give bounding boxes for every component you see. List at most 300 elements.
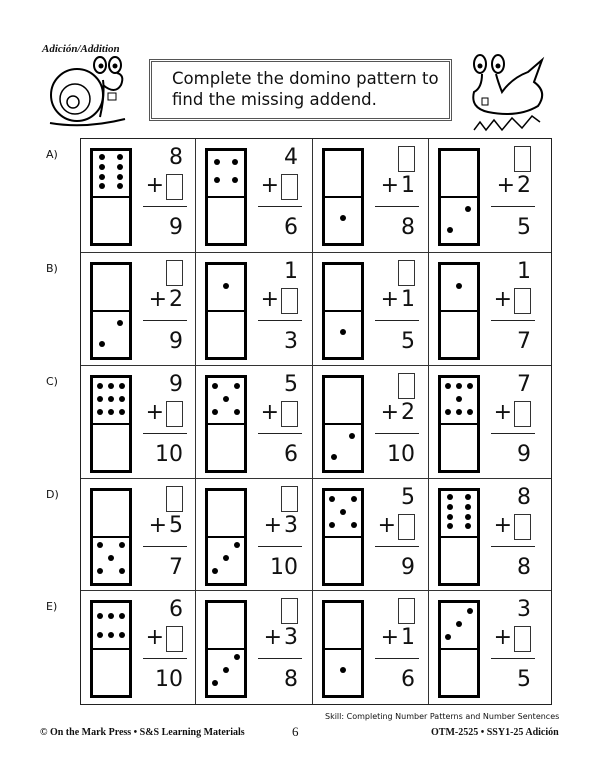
problem-cell [81,479,196,591]
addition-problem [373,259,421,359]
domino-pip [214,159,220,165]
domino-pip [99,174,105,180]
sum-line [258,433,302,434]
copyright-text: © On the Mark Press • S&S Learning Materials [40,727,245,738]
domino [322,488,364,586]
first-addend: 7 [517,372,531,397]
domino-pip [447,494,453,500]
domino-divider [208,310,244,312]
first-addend [398,372,415,399]
problem-cell [313,366,429,479]
domino-pip [351,522,357,528]
sum-value: 6 [284,215,298,240]
domino-pip [108,383,114,389]
addend-value: 1 [401,625,415,650]
answer-box[interactable] [281,401,298,427]
sum-line [258,658,302,659]
problem-cell [429,366,551,479]
sum-value: 10 [155,442,183,467]
topic-label: Adición/Addition [42,43,120,55]
domino-pip [234,409,240,415]
first-addend [166,485,183,512]
addition-problem [373,485,421,585]
domino [438,262,480,360]
domino-pip [97,396,103,402]
second-addend [381,400,415,425]
plus-sign: + [145,173,164,198]
domino-pip [119,383,125,389]
addition-problem [256,372,304,472]
plus-sign: + [496,173,515,198]
domino [90,600,132,698]
addend-value: 1 [401,173,415,198]
first-addend: 1 [517,259,531,284]
domino-pip [465,504,471,510]
problem-cell [429,479,551,591]
domino-pip [99,164,105,170]
problem-cell [429,253,551,366]
addition-problem [489,485,537,585]
domino-divider [208,196,244,198]
addition-problem [256,145,304,245]
answer-box[interactable] [514,626,531,652]
domino-pip [212,409,218,415]
problem-cell [81,366,196,479]
domino-pip [465,494,471,500]
first-addend: 5 [401,485,415,510]
domino-pip [340,215,346,221]
sum-line [491,433,535,434]
sum-value: 5 [401,329,415,354]
sum-value: 6 [401,667,415,692]
problem-cell [196,366,313,479]
domino-pip [108,613,114,619]
second-addend [494,400,531,427]
domino-pip [456,409,462,415]
plus-sign: + [260,173,279,198]
domino [90,488,132,586]
domino [205,148,247,246]
addition-problem [256,597,304,697]
second-addend [378,513,415,540]
sum-value: 10 [387,442,415,467]
second-addend [149,287,183,312]
second-addend [261,287,298,314]
domino-pip [467,409,473,415]
first-addend [398,145,415,172]
addend-value: 3 [284,513,298,538]
answer-box[interactable] [166,401,183,427]
domino-pip [119,613,125,619]
sum-value: 8 [284,667,298,692]
domino [322,600,364,698]
domino-divider [93,196,129,198]
plus-sign: + [380,173,399,198]
first-addend: 8 [517,485,531,510]
domino-pip [445,383,451,389]
second-addend [381,625,415,650]
domino-pip [445,634,451,640]
problem-cell [313,139,429,253]
domino-divider [441,648,477,650]
first-addend: 3 [517,597,531,622]
second-addend [264,625,298,650]
addend-value: 2 [169,287,183,312]
domino-pip [212,383,218,389]
second-addend [494,625,531,652]
domino-pip [445,409,451,415]
plus-sign: + [148,513,167,538]
addend-value: 1 [401,287,415,312]
sum-value: 5 [517,215,531,240]
first-addend [166,259,183,286]
domino-pip [214,177,220,183]
sum-value: 6 [284,442,298,467]
second-addend [146,625,183,652]
addition-problem [373,597,421,697]
plus-sign: + [260,287,279,312]
addition-problem [141,259,189,359]
domino-divider [93,310,129,312]
plus-sign: + [493,513,512,538]
sum-line [491,546,535,547]
sum-line [143,546,187,547]
first-addend: 5 [284,372,298,397]
domino [205,488,247,586]
problem-cell [313,479,429,591]
addition-problem [489,145,537,245]
addend-value: 3 [284,625,298,650]
sum-line [375,546,419,547]
sum-line [491,206,535,207]
domino [438,148,480,246]
domino [90,148,132,246]
sum-value: 7 [517,329,531,354]
sum-line [143,320,187,321]
skill-text: Skill: Completing Number Patterns and Number Sentences [325,712,560,721]
problem-cell [81,253,196,366]
domino-pip [234,654,240,660]
answer-box[interactable] [166,486,183,512]
domino-pip [119,396,125,402]
sum-line [143,433,187,434]
problem-cell [196,253,313,366]
answer-box[interactable] [166,626,183,652]
first-addend [514,145,531,172]
domino-pip [447,504,453,510]
domino-pip [465,523,471,529]
domino-pip [99,154,105,160]
domino-pip [97,409,103,415]
domino-pip [329,522,335,528]
sum-line [491,658,535,659]
domino [322,375,364,473]
domino-pip [340,509,346,515]
sum-value: 5 [517,667,531,692]
domino-pip [212,680,218,686]
second-addend [149,513,183,538]
domino-pip [234,542,240,548]
problem-cell [196,139,313,253]
answer-box[interactable] [514,401,531,427]
domino-divider [93,536,129,538]
addition-problem [489,372,537,472]
domino-pip [447,514,453,520]
domino-pip [465,206,471,212]
domino-pip [119,542,125,548]
domino-divider [208,648,244,650]
domino-pip [97,632,103,638]
problem-grid [80,138,552,705]
first-addend: 1 [284,259,298,284]
addition-problem [489,259,537,359]
problem-cell [196,591,313,704]
domino-pip [467,383,473,389]
domino [205,262,247,360]
problem-cell [429,591,551,704]
plus-sign: + [493,625,512,650]
domino-pip [97,568,103,574]
sum-value: 8 [517,555,531,580]
domino-divider [208,536,244,538]
plus-sign: + [145,400,164,425]
answer-box[interactable] [398,514,415,540]
domino-pip [232,177,238,183]
answer-box[interactable] [281,174,298,200]
plus-sign: + [380,400,399,425]
addition-problem [141,485,189,585]
domino-pip [223,667,229,673]
domino-pip [117,174,123,180]
domino-pip [117,320,123,326]
domino-pip [117,154,123,160]
problem-cell [81,139,196,253]
first-addend: 8 [169,145,183,170]
row-label: A) [46,148,58,161]
plus-sign: + [145,625,164,650]
problem-cell [313,591,429,704]
domino-pip [117,164,123,170]
domino-pip [99,341,105,347]
domino-pip [97,542,103,548]
sum-line [258,206,302,207]
plus-sign: + [263,513,282,538]
plus-sign: + [493,400,512,425]
sum-value: 9 [169,215,183,240]
answer-box[interactable] [398,598,415,624]
sum-line [258,320,302,321]
instruction-box: Complete the domino pattern to find the missing addend. [149,59,452,121]
domino-pip [223,283,229,289]
domino-divider [325,648,361,650]
sum-line [375,433,419,434]
domino-pip [340,667,346,673]
answer-box[interactable] [166,260,183,286]
answer-box[interactable] [281,598,298,624]
plus-sign: + [148,287,167,312]
sum-value: 9 [401,555,415,580]
domino-pip [108,555,114,561]
sum-line [143,658,187,659]
second-addend [494,513,531,540]
addition-problem [489,597,537,697]
domino [322,262,364,360]
sum-value: 8 [401,215,415,240]
first-addend: 4 [284,145,298,170]
second-addend [497,173,531,198]
domino-pip [456,383,462,389]
domino-pip [119,409,125,415]
answer-box[interactable] [398,146,415,172]
domino-divider [325,310,361,312]
first-addend: 6 [169,597,183,622]
sum-line [258,546,302,547]
sum-value: 10 [155,667,183,692]
second-addend [264,513,298,538]
domino [438,600,480,698]
domino-divider [441,423,477,425]
domino-divider [208,423,244,425]
sum-value: 7 [169,555,183,580]
plus-sign: + [380,625,399,650]
answer-box[interactable] [166,174,183,200]
domino-divider [93,648,129,650]
domino-pip [97,613,103,619]
first-addend: 9 [169,372,183,397]
row-label: B) [46,262,58,275]
page-number: 6 [292,724,299,739]
first-addend [398,597,415,624]
sum-line [375,658,419,659]
plus-sign: + [263,625,282,650]
second-addend [261,173,298,200]
addend-value: 5 [169,513,183,538]
addition-problem [256,485,304,585]
first-addend [281,485,298,512]
second-addend [146,173,183,200]
problem-cell [313,253,429,366]
domino-pip [467,608,473,614]
domino [322,148,364,246]
problem-cell [81,591,196,704]
answer-box[interactable] [398,260,415,286]
domino [90,375,132,473]
plus-sign: + [380,287,399,312]
domino-pip [329,496,335,502]
answer-box[interactable] [281,486,298,512]
sum-value: 9 [169,329,183,354]
first-addend [398,259,415,286]
answer-box[interactable] [514,288,531,314]
domino-pip [349,433,355,439]
second-addend [381,287,415,312]
product-code: OTM-2525 • SSY1-25 Adición [431,727,559,738]
domino-pip [223,396,229,402]
domino-divider [441,536,477,538]
domino-pip [108,632,114,638]
domino-pip [331,454,337,460]
snail-illustration-right [468,52,558,134]
sum-line [375,320,419,321]
domino-divider [441,310,477,312]
domino [205,600,247,698]
answer-box[interactable] [514,146,531,172]
domino-pip [108,396,114,402]
addition-problem [373,372,421,472]
plus-sign: + [377,513,396,538]
domino-divider [325,196,361,198]
domino-pip [117,183,123,189]
row-label: E) [46,600,58,613]
sum-line [375,206,419,207]
addition-problem [373,145,421,245]
domino-pip [108,409,114,415]
addition-problem [141,372,189,472]
addend-value: 2 [401,400,415,425]
answer-box[interactable] [514,514,531,540]
domino-pip [456,283,462,289]
plus-sign: + [260,400,279,425]
domino-divider [325,536,361,538]
addition-problem [141,597,189,697]
second-addend [381,173,415,198]
answer-box[interactable] [281,288,298,314]
sum-value: 10 [270,555,298,580]
domino-pip [234,383,240,389]
sum-value: 3 [284,329,298,354]
domino [205,375,247,473]
second-addend [494,287,531,314]
domino-pip [119,568,125,574]
row-label: C) [46,375,58,388]
sum-line [491,320,535,321]
domino-pip [447,227,453,233]
second-addend [261,400,298,427]
addition-problem [141,145,189,245]
sum-value: 9 [517,442,531,467]
domino-pip [223,555,229,561]
domino [438,375,480,473]
domino-pip [465,514,471,520]
domino [438,488,480,586]
first-addend [281,597,298,624]
domino-pip [212,568,218,574]
domino-pip [447,523,453,529]
domino-divider [325,423,361,425]
row-label: D) [46,488,59,501]
snail-illustration-left [45,55,130,130]
domino-pip [99,183,105,189]
plus-sign: + [493,287,512,312]
sum-line [143,206,187,207]
domino-pip [119,632,125,638]
problem-cell [429,139,551,253]
second-addend [146,400,183,427]
domino-pip [351,496,357,502]
domino-divider [441,196,477,198]
problem-cell [196,479,313,591]
addend-value: 2 [517,173,531,198]
domino-pip [97,383,103,389]
domino [90,262,132,360]
domino-pip [456,621,462,627]
answer-box[interactable] [398,373,415,399]
domino-divider [93,423,129,425]
domino-pip [456,396,462,402]
domino-pip [232,159,238,165]
domino-pip [340,329,346,335]
addition-problem [256,259,304,359]
